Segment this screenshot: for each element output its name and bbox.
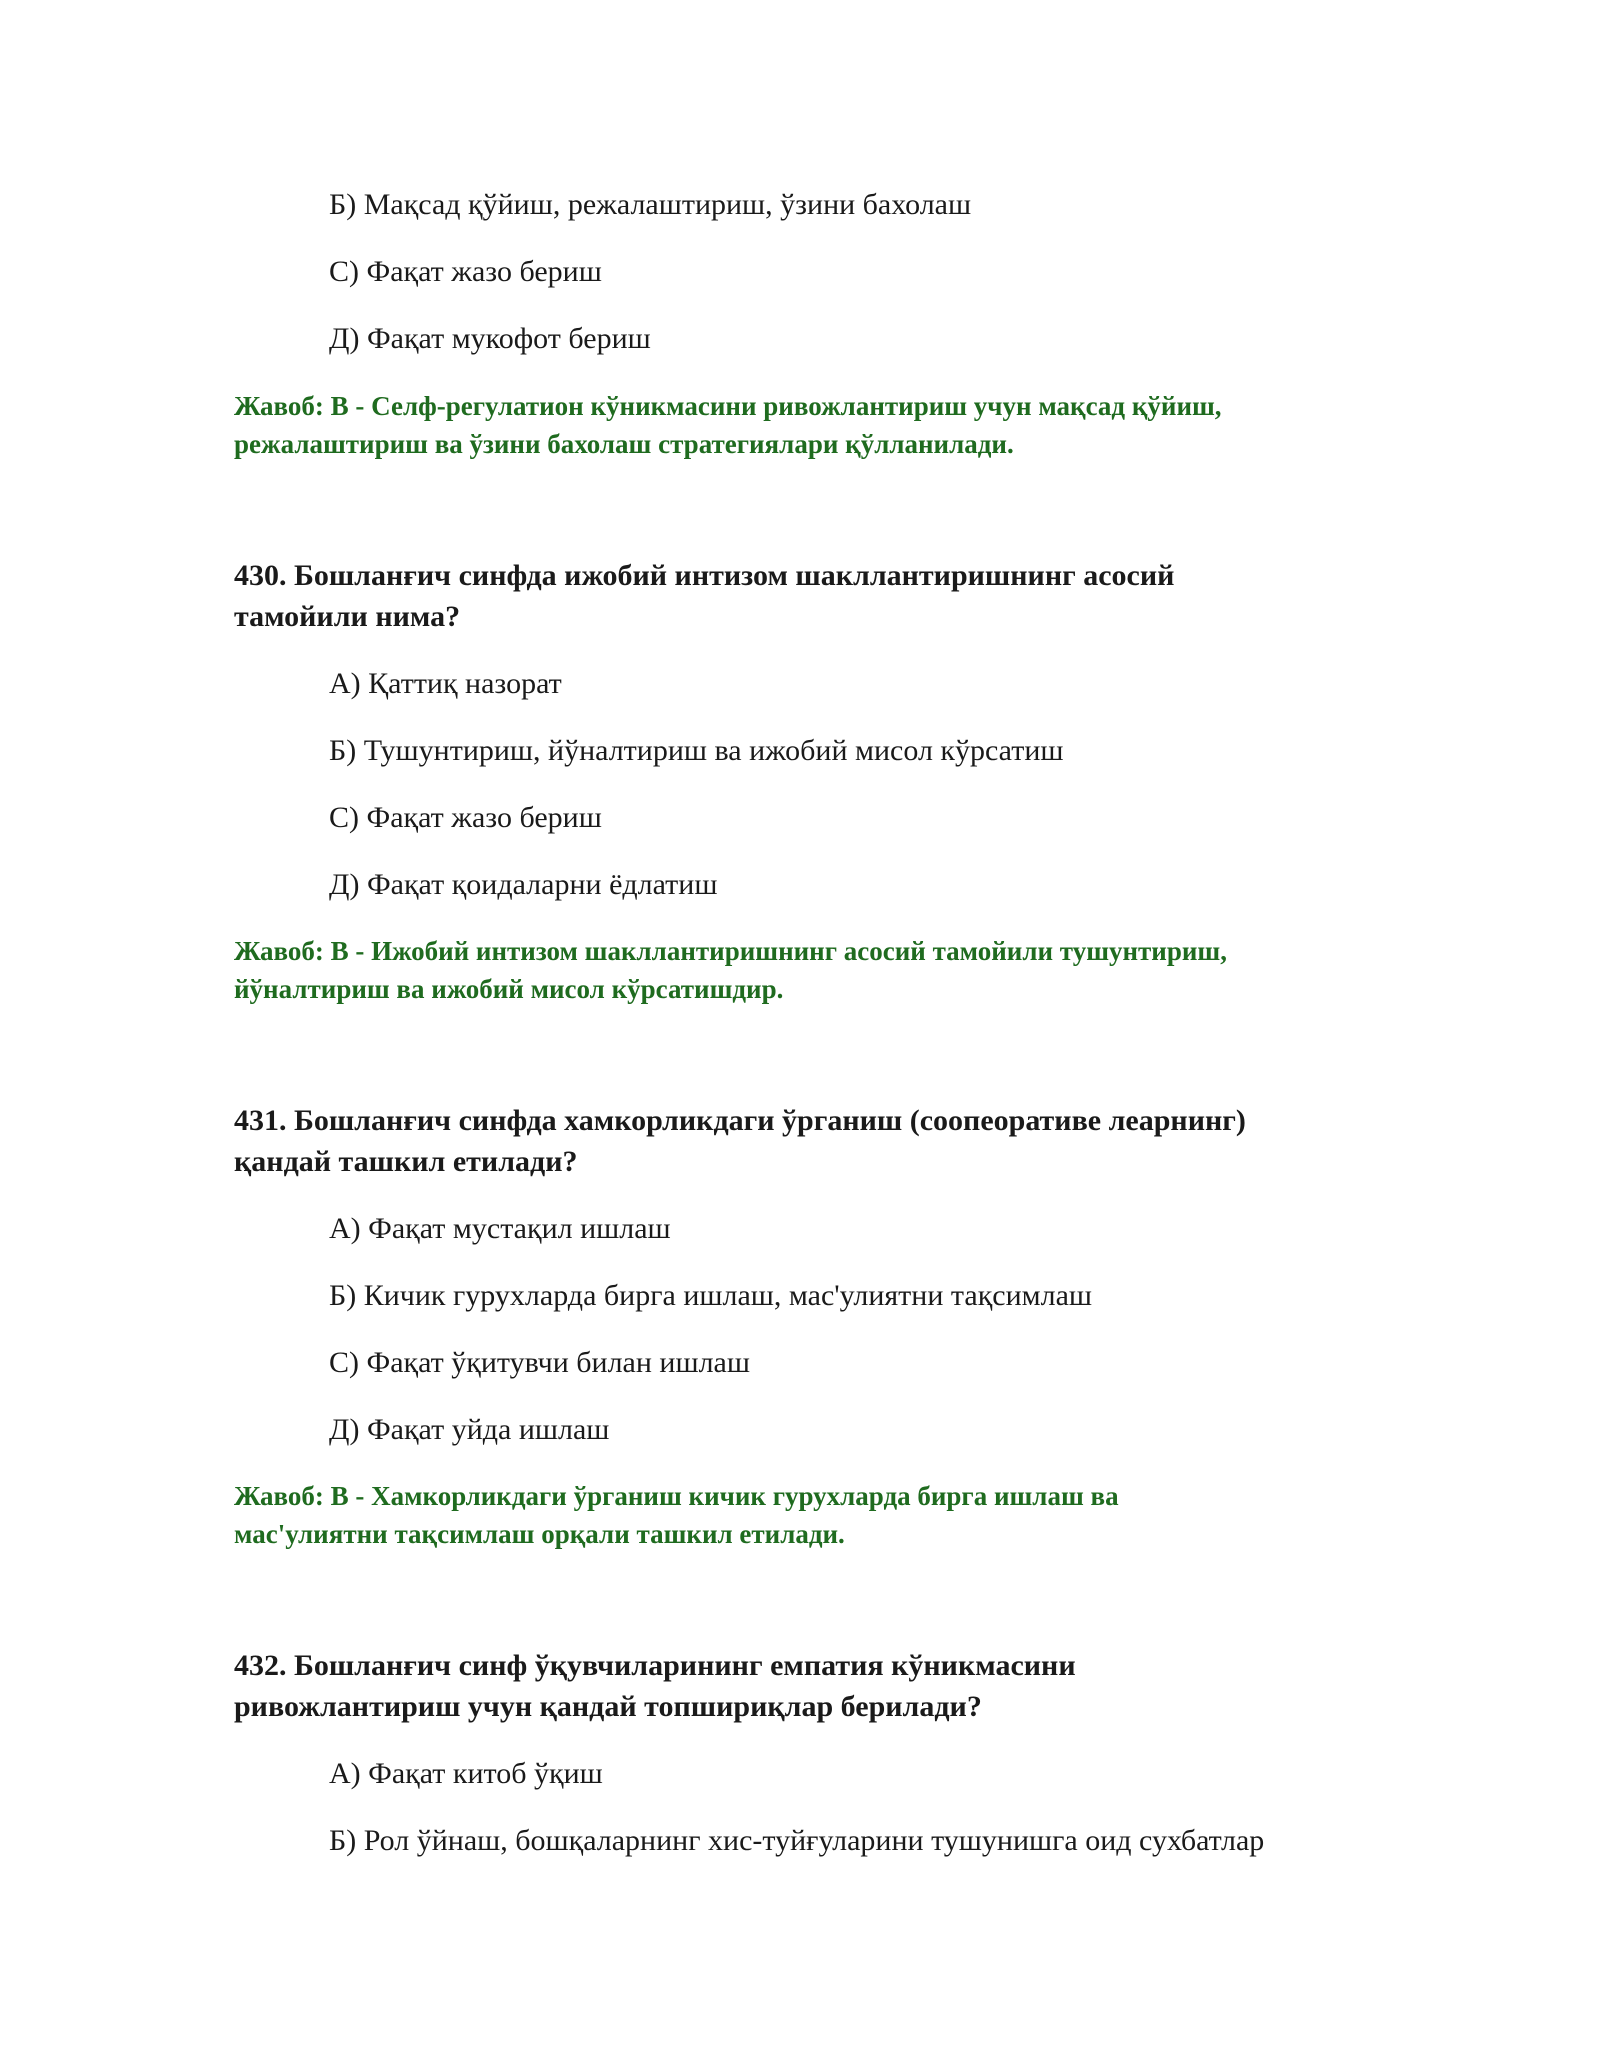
answer-line-2: йўналтириш ва ижобий мисол кўрсатишдир. <box>234 974 784 1004</box>
option-a: А) Фақат китоб ўқиш <box>329 1757 603 1790</box>
option-a: А) Қаттиқ назорат <box>329 667 562 700</box>
option-b: Б) Кичик гурухларда бирга ишлаш, мас'улиятни тақсимлаш <box>329 1279 1093 1312</box>
answer-line-1: Жавоб: B - Ижобий интизом шакллантиришнинг асосий тамойили тушунтириш, <box>234 936 1227 966</box>
option-d: Д) Фақат мукофот бериш <box>329 322 651 355</box>
question-430-line-1: 430. Бошланғич синфда ижобий интизом шакллантиришнинг асосий <box>234 559 1175 592</box>
option-d: Д) Фақат уйда ишлаш <box>329 1413 610 1446</box>
option-b: Б) Рол ўйнаш, бошқаларнинг хис-туйғуларини тушунишга оид сухбатлар <box>329 1824 1265 1857</box>
question-430-line-2: тамойили нима? <box>234 600 461 633</box>
option-b: Б) Тушунтириш, йўналтириш ва ижобий мисол кўрсатиш <box>329 734 1064 767</box>
answer-line-1: Жавоб: B - Хамкорликдаги ўрганиш кичик гурухларда бирга ишлаш ва <box>234 1481 1119 1511</box>
answer-line-2: режалаштириш ва ўзини бахолаш стратегиялари қўлланилади. <box>234 429 1014 459</box>
answer-line-1: Жавоб: B - Селф-регулатион кўникмасини ривожлантириш учун мақсад қўйиш, <box>234 391 1222 421</box>
option-a: А) Фақат мустақил ишлаш <box>329 1212 671 1245</box>
option-b: Б) Мақсад қўйиш, режалаштириш, ўзини бахолаш <box>329 188 972 221</box>
question-432-line-1: 432. Бошланғич синф ўқувчиларининг емпатия кўникмасини <box>234 1649 1076 1682</box>
option-c: С) Фақат ўқитувчи билан ишлаш <box>329 1346 750 1379</box>
question-431-line-2: қандай ташкил етилади? <box>234 1145 578 1178</box>
question-431-line-1: 431. Бошланғич синфда хамкорликдаги ўрганиш (соопеоративе леарнинг) <box>234 1104 1246 1137</box>
option-c: С) Фақат жазо бериш <box>329 801 602 834</box>
option-d: Д) Фақат қоидаларни ёдлатиш <box>329 868 718 901</box>
answer-line-2: мас'улиятни тақсимлаш орқали ташкил етилади. <box>234 1519 845 1549</box>
option-c: С) Фақат жазо бериш <box>329 255 602 288</box>
question-432-line-2: ривожлантириш учун қандай топшириқлар берилади? <box>234 1690 982 1723</box>
